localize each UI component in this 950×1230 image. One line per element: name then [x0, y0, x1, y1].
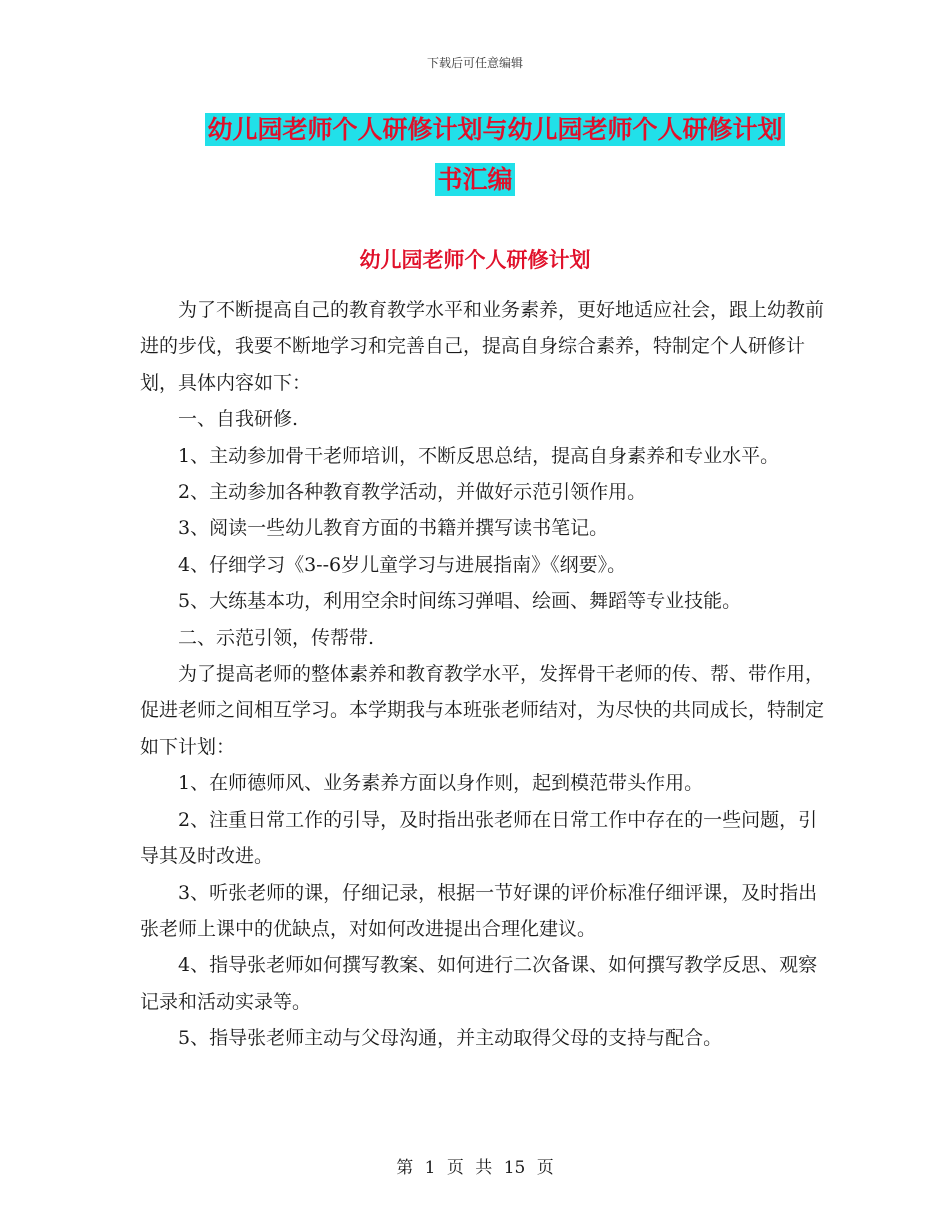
paragraph: 1、在师德师风、业务素养方面以身作则，起到模范带头作用。 [178, 772, 704, 795]
paragraph: 4、仔细学习《3--6岁儿童学习与进展指南》《纲要》。 [178, 553, 627, 576]
paragraph: 3、阅读一些幼儿教育方面的书籍并撰写读书笔记。 [178, 517, 609, 540]
header-note: 下载后可任意编辑 [426, 56, 523, 70]
paragraph: 1、主动参加骨干老师培训，不断反思总结，提高自身素养和专业水平。 [178, 444, 780, 467]
document-title [0, 108, 950, 202]
body-text [140, 292, 825, 1057]
paragraph: 一、自我研修. [178, 408, 299, 431]
document-title-line1 [0, 108, 950, 152]
paragraph: 二、示范引领，传帮带. [178, 626, 375, 649]
section-title: 幼儿园老师个人研修计划 [359, 248, 591, 272]
paragraph: 2、主动参加各种教育教学活动，并做好示范引领作用。 [178, 481, 647, 504]
paragraph: 为了提高老师的整体素养和教育教学水平，发挥骨干老师的传、帮、带作用，促进老师之间相互学习。本学期我与本班张老师结对，为尽快的共同成长，特制定如下计划： [140, 663, 825, 758]
paragraph: 3、听张老师的课，仔细记录，根据一节好课的评价标准仔细评课，及时指出张老师上课中的优缺点，对如何改进提出合理化建议。 [140, 881, 818, 940]
title-line1-text: 幼儿园老师个人研修计划与幼儿园老师个人研修计划 [207, 115, 783, 144]
title-line2-text: 书汇编 [437, 165, 513, 194]
paragraph: 2、注重日常工作的引导，及时指出张老师在日常工作中存在的一些问题，引导其及时改进。 [140, 808, 818, 868]
paragraph: 5、指导张老师主动与父母沟通，并主动取得父母的支持与配合。 [178, 1027, 723, 1050]
paragraph: 4、指导张老师如何撰写教案、如何进行二次备课、如何撰写教学反思、观察记录和活动实录等。 [140, 954, 818, 1013]
paragraph: 为了不断提高自己的教育教学水平和业务素养，更好地适应社会，跟上幼教前进的步伐，我要不断地学习和完善自己，提高自身综合素养，特制定个人研修计划，具体内容如下： [140, 299, 825, 394]
document-title-line2 [0, 158, 950, 202]
page-footer: 第 1 页 共 15 页 [396, 1158, 554, 1178]
paragraph: 5、大练基本功，利用空余时间练习弹唱、绘画、舞蹈等专业技能。 [178, 590, 742, 613]
